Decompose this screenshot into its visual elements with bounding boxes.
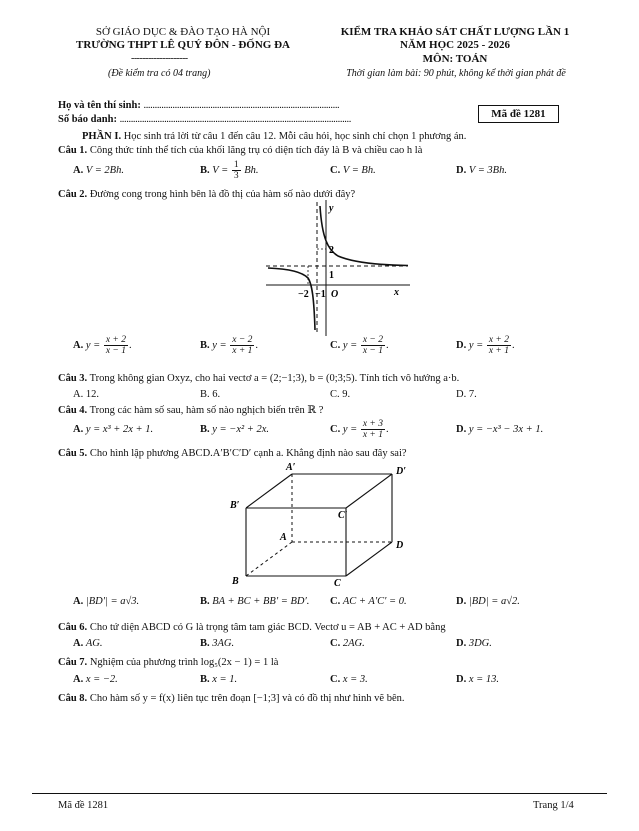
label-b: B [232, 576, 239, 587]
label-a: A [280, 532, 287, 543]
tick-y1: 1 [329, 270, 334, 281]
q5-d-label: D. [456, 596, 467, 607]
q4-a-value: y = x³ + 2x + 1. [85, 424, 154, 435]
page-count-note: (Đề kiểm tra có 04 trang) [108, 68, 211, 79]
q7-option-b[interactable] [200, 674, 237, 685]
q4-d-value: y = −x³ − 3x + 1. [468, 424, 544, 435]
q4-d-label: D. [456, 424, 467, 435]
school-name: TRƯỜNG THPT LÊ QUÝ ĐÔN - ĐỐNG ĐA [75, 39, 290, 51]
q7-d-label: D. [456, 674, 467, 685]
q5-c-value: AC + A′C′ = 0. [342, 596, 407, 607]
q4-option-a[interactable] [73, 424, 153, 435]
q2-a-den: x − 1 [105, 346, 126, 356]
q5-label: Câu 5. [58, 448, 88, 459]
part1-instruction [82, 131, 466, 142]
q7-b-label: B. [200, 674, 210, 685]
q7-c-label: C. [330, 674, 341, 685]
candidate-name-dots: ........................................................................................ [143, 100, 340, 111]
q2-c-num: x − 2 [362, 335, 383, 345]
q1-d-value: V = 3Bh. [468, 165, 507, 176]
footer-exam-code: Mã đề 1281 [58, 800, 109, 811]
q4-option-c[interactable]: C. y = $\frac{x + 3}{x + 1}$ . [330, 419, 389, 440]
q7-text: Nghiệm của phương trình log₅(2x − 1) = 1 là [89, 657, 279, 668]
q4-b-label: B. [200, 424, 210, 435]
q2-label: Câu 2. [58, 189, 88, 200]
q6-a-value: AG. [85, 638, 103, 649]
q4-c-num: x + 3 [362, 419, 383, 429]
q3-option-d[interactable]: D. 7. [456, 389, 477, 400]
q2-d-label: D. [456, 339, 467, 351]
q2-d-fraction [487, 335, 511, 356]
q1-text: Công thức tính thể tích của khối lăng trụ có diện tích đáy là B và chiều cao h là [89, 145, 423, 156]
hyperbola-graph [262, 198, 412, 338]
q1-option-d[interactable] [456, 165, 507, 176]
edge-a-b [246, 542, 292, 576]
q4-option-d[interactable] [456, 424, 543, 435]
tick-y2: 2 [329, 245, 334, 256]
label-d: D [396, 540, 404, 551]
q3-option-c[interactable]: C. 9. [330, 389, 351, 400]
candidate-id-row [58, 114, 351, 125]
q2-option-c[interactable]: C. y = $\frac{x - 2}{x - 1}$ . [330, 335, 389, 356]
q6-option-b[interactable] [200, 638, 234, 649]
question-8 [58, 693, 405, 704]
q6-b-label: B. [200, 638, 210, 649]
q1-option-c[interactable] [330, 165, 376, 176]
q5-a-value: |BD′| = a√3. [85, 596, 140, 607]
q3-label: Câu 3. [58, 373, 88, 384]
q1-option-b[interactable] [200, 160, 259, 181]
question-5 [58, 448, 407, 459]
label-c: C [334, 578, 341, 589]
q5-d-value: |BD| = a√2. [468, 596, 520, 607]
edge-d1-c1 [346, 474, 392, 508]
q5-option-a[interactable] [73, 596, 139, 607]
q6-option-d[interactable] [456, 638, 492, 649]
q2-a-num: x + 2 [105, 335, 126, 345]
q4-a-label: A. [73, 424, 84, 435]
q8-label: Câu 8. [58, 693, 88, 704]
q2-option-d[interactable]: D. y = $\frac{x + 2}{x + 1}$ . [456, 335, 515, 356]
q1-c-value: V = Bh. [342, 165, 376, 176]
candidate-name-row [58, 100, 339, 111]
q6-option-a[interactable] [73, 638, 102, 649]
school-department: SỞ GIÁO DỤC & ĐÀO TẠO HÀ NỘI [95, 26, 271, 38]
q2-d-den: x + 1 [488, 346, 509, 356]
subject: MÔN: TOÁN [422, 53, 488, 65]
q2-d-yeq: y = [468, 339, 484, 351]
q5-b-value: BA + BC + BB′ = BD′. [212, 596, 310, 607]
tick-xm1: −1 [315, 289, 326, 300]
q4-option-b[interactable] [200, 424, 269, 435]
q7-label: Câu 7. [58, 657, 88, 668]
question-1 [58, 145, 422, 156]
q2-a-yeq: y = [85, 339, 101, 351]
q1-b-num: 1 [233, 160, 239, 170]
q5-option-b[interactable] [200, 596, 309, 607]
label-b1: B′ [230, 500, 240, 511]
q4-label: Câu 4. [58, 405, 88, 416]
q7-d-value: x = 13. [468, 674, 499, 685]
q2-b-yeq: y = [212, 339, 227, 351]
q6-d-value: 3DG. [468, 638, 492, 649]
q1-b-label: B. [200, 164, 210, 176]
q1-c-label: C. [330, 165, 341, 176]
q2-a-fraction [104, 335, 128, 356]
q1-b-fraction [232, 160, 241, 181]
q1-b-post: Bh. [244, 164, 259, 176]
q5-a-label: A. [73, 596, 84, 607]
exam-title: KIỂM TRA KHẢO SÁT CHẤT LƯỢNG LẦN 1 [340, 26, 570, 38]
q2-c-yeq: y = [342, 339, 358, 351]
q7-a-label: A. [73, 674, 84, 685]
q2-option-a[interactable]: A. y = $\frac{x + 2}{x - 1}$ . [73, 335, 132, 356]
q7-option-a[interactable] [73, 674, 118, 685]
q5-c-label: C. [330, 596, 341, 607]
q6-label: Câu 6. [58, 622, 88, 633]
q5-b-label: B. [200, 596, 210, 607]
q6-text: Cho tứ diện ABCD có G là trọng tâm tam giác BCD. Vectơ u = AB + AC + AD bằng [89, 622, 446, 633]
q2-b-label: B. [200, 339, 210, 351]
q6-option-c[interactable] [330, 638, 365, 649]
label-a1: A′ [286, 462, 296, 473]
q2-option-b[interactable]: B. y = $\frac{x - 2}{x + 1}$ . [200, 335, 259, 356]
q7-a-value: x = −2. [85, 674, 118, 685]
question-4 [58, 404, 323, 416]
q5-option-d[interactable] [456, 596, 520, 607]
part1-label: PHẦN I. [82, 131, 122, 142]
label-c1: C′ [338, 510, 348, 521]
part1-text: Học sinh trả lời từ câu 1 đến câu 12. Mỗi câu hỏi, học sinh chỉ chọn 1 phương án. [123, 131, 467, 142]
footer-page-number: Trang 1/4 [533, 800, 574, 811]
q2-c-den: x − 1 [362, 346, 383, 356]
q8-text: Cho hàm số y = f(x) liên tục trên đoạn [−1;3] và có đồ thị như hình vẽ bên. [89, 693, 405, 704]
q7-option-c[interactable] [330, 674, 368, 685]
q1-label: Câu 1. [58, 145, 88, 156]
candidate-name-label: Họ và tên thí sinh: [58, 100, 141, 111]
q4-c-pre: y = [342, 423, 358, 435]
question-3 [58, 373, 459, 384]
q4-c-den: x + 1 [362, 430, 383, 440]
q4-c-label: C. [330, 423, 341, 435]
y-axis-label: y [329, 203, 334, 214]
edge-d-c [346, 542, 392, 576]
school-year: NĂM HỌC 2025 - 2026 [400, 39, 510, 51]
q1-b-pre: V = [212, 164, 229, 176]
label-d1: D′ [396, 466, 407, 477]
q2-b-fraction [230, 335, 254, 356]
q7-b-value: x = 1. [212, 674, 238, 685]
q4-c-fraction [361, 419, 385, 440]
q2-d-num: x + 2 [488, 335, 509, 345]
q2-c-label: C. [330, 339, 341, 351]
candidate-id-label: Số báo danh: [58, 114, 117, 125]
q7-option-d[interactable] [456, 674, 499, 685]
exam-code-box: Mã đề 1281 [478, 105, 559, 123]
q7-c-value: x = 3. [342, 674, 368, 685]
q5-option-c[interactable] [330, 596, 407, 607]
cube-figure [226, 460, 416, 590]
q3-option-a[interactable]: A. 12. [73, 389, 99, 400]
origin-label: O [331, 289, 339, 300]
question-6 [58, 622, 446, 633]
q4-text: Trong các hàm số sau, hàm số nào nghịch biến trên ℝ ? [89, 405, 324, 416]
q1-b-den: 3 [233, 171, 239, 181]
q6-c-value: 2AG. [342, 638, 365, 649]
q2-text: Đường cong trong hình bên là đồ thị của hàm số nào dưới đây? [89, 189, 356, 200]
q2-c-fraction [361, 335, 385, 356]
q2-b-num: x − 2 [232, 335, 253, 345]
q2-a-label: A. [73, 339, 84, 351]
q4-b-value: y = −x² + 2x. [212, 424, 270, 435]
header-dashes: -------------------- [131, 53, 188, 64]
question-7 [58, 657, 278, 668]
time-note: Thời gian làm bài: 90 phút, không kể thời gian phát đề [346, 68, 566, 79]
right-branch [320, 206, 408, 266]
q1-option-a[interactable] [73, 165, 124, 176]
x-axis-label: x [394, 287, 399, 298]
q5-text: Cho hình lập phương ABCD.A′B′C′D′ cạnh a. Khẳng định nào sau đây sai? [89, 448, 407, 459]
q1-d-label: D. [456, 165, 467, 176]
candidate-id-dots: ........................................................................................................ [119, 114, 351, 125]
tick-xm2: −2 [298, 289, 309, 300]
q6-c-label: C. [330, 638, 341, 649]
q2-b-den: x + 1 [232, 346, 253, 356]
edge-a1-b1 [246, 474, 292, 508]
footer-divider [32, 793, 607, 794]
q6-d-label: D. [456, 638, 467, 649]
q1-a-label: A. [73, 165, 84, 176]
q3-text: Trong không gian Oxyz, cho hai vectơ a = (2;−1;3), b = (0;3;5). Tính tích vô hướng a·b. [89, 373, 460, 384]
q1-a-value: V = 2Bh. [85, 165, 124, 176]
q6-b-value: 3AG. [212, 638, 235, 649]
q6-a-label: A. [73, 638, 84, 649]
q3-option-b[interactable]: B. 6. [200, 389, 221, 400]
